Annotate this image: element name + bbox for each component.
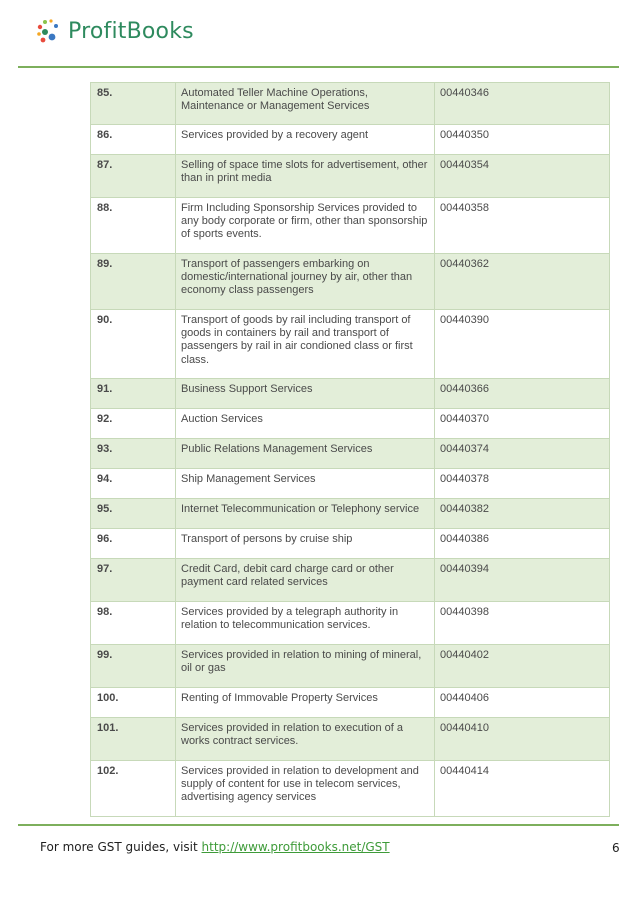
services-table-body	[91, 83, 610, 817]
table-row	[91, 469, 610, 499]
table-row	[91, 439, 610, 469]
table-row	[91, 499, 610, 529]
service-description: Renting of Immovable Property Services	[176, 688, 435, 718]
service-description: Internet Telecommunication or Telephony service	[176, 499, 435, 529]
row-number: 95.	[91, 499, 176, 529]
table-row	[91, 155, 610, 198]
service-description: Services provided by a telegraph authority in relation to telecommunication services.	[176, 602, 435, 645]
accounting-code: 00440394	[435, 559, 610, 602]
row-number: 92.	[91, 409, 176, 439]
table-row	[91, 718, 610, 761]
row-number: 98.	[91, 602, 176, 645]
row-number: 89.	[91, 254, 176, 310]
row-number: 86.	[91, 125, 176, 155]
row-number: 94.	[91, 469, 176, 499]
accounting-code: 00440398	[435, 602, 610, 645]
row-number: 88.	[91, 198, 176, 254]
table-row	[91, 409, 610, 439]
service-description: Firm Including Sponsorship Services provided to any body corporate or firm, other than sponsorship of sports events.	[176, 198, 435, 254]
table-row	[91, 379, 610, 409]
table-row	[91, 254, 610, 310]
table-row	[91, 688, 610, 718]
page-header	[0, 0, 638, 68]
service-description: Transport of goods by rail including transport of goods in containers by rail and transport of passengers by rail in air condioned class or first class.	[176, 310, 435, 379]
table-row	[91, 761, 610, 817]
accounting-code: 00440358	[435, 198, 610, 254]
row-number: 96.	[91, 529, 176, 559]
accounting-code: 00440410	[435, 718, 610, 761]
accounting-code: 00440374	[435, 439, 610, 469]
accounting-code: 00440382	[435, 499, 610, 529]
service-description: Auction Services	[176, 409, 435, 439]
row-number: 99.	[91, 645, 176, 688]
accounting-code: 00440370	[435, 409, 610, 439]
row-number: 90.	[91, 310, 176, 379]
footer-text: For more GST guides, visit	[40, 840, 202, 854]
row-number: 85.	[91, 83, 176, 125]
table-row	[91, 125, 610, 155]
service-description: Ship Management Services	[176, 469, 435, 499]
footer-divider	[18, 824, 619, 826]
table-row	[91, 602, 610, 645]
service-description: Transport of passengers embarking on domestic/international journey by air, other than economy class passengers	[176, 254, 435, 310]
row-number: 93.	[91, 439, 176, 469]
service-description: Selling of space time slots for advertisement, other than in print media	[176, 155, 435, 198]
accounting-code: 00440402	[435, 645, 610, 688]
accounting-code: 00440350	[435, 125, 610, 155]
gst-guides-link[interactable]: http://www.profitbooks.net/GST	[201, 840, 390, 854]
services-table	[90, 82, 610, 817]
accounting-code: 00440386	[435, 529, 610, 559]
service-description: Automated Teller Machine Operations, Maintenance or Management Services	[176, 83, 435, 125]
service-description: Credit Card, debit card charge card or other payment card related services	[176, 559, 435, 602]
row-number: 100.	[91, 688, 176, 718]
header-divider	[18, 66, 619, 68]
row-number: 97.	[91, 559, 176, 602]
accounting-code: 00440390	[435, 310, 610, 379]
accounting-code: 00440354	[435, 155, 610, 198]
table-row	[91, 83, 610, 125]
accounting-code: 00440366	[435, 379, 610, 409]
accounting-code: 00440362	[435, 254, 610, 310]
row-number: 87.	[91, 155, 176, 198]
page-number: 6	[612, 841, 620, 855]
service-description: Services provided in relation to mining of mineral, oil or gas	[176, 645, 435, 688]
footer	[40, 840, 390, 854]
accounting-code: 00440414	[435, 761, 610, 817]
service-description: Transport of persons by cruise ship	[176, 529, 435, 559]
logo-dots-icon	[36, 18, 62, 44]
table-row	[91, 198, 610, 254]
table-row	[91, 310, 610, 379]
brand-name: ProfitBooks	[68, 18, 194, 44]
table-row	[91, 645, 610, 688]
profitbooks-logo	[36, 18, 194, 44]
accounting-code: 00440406	[435, 688, 610, 718]
service-description: Services provided in relation to execution of a works contract services.	[176, 718, 435, 761]
service-description: Services provided by a recovery agent	[176, 125, 435, 155]
row-number: 101.	[91, 718, 176, 761]
service-description: Public Relations Management Services	[176, 439, 435, 469]
row-number: 102.	[91, 761, 176, 817]
table-row	[91, 559, 610, 602]
service-description: Services provided in relation to development and supply of content for use in telecom services, advertising agency services	[176, 761, 435, 817]
row-number: 91.	[91, 379, 176, 409]
service-description: Business Support Services	[176, 379, 435, 409]
accounting-code: 00440378	[435, 469, 610, 499]
accounting-code: 00440346	[435, 83, 610, 125]
table-row	[91, 529, 610, 559]
